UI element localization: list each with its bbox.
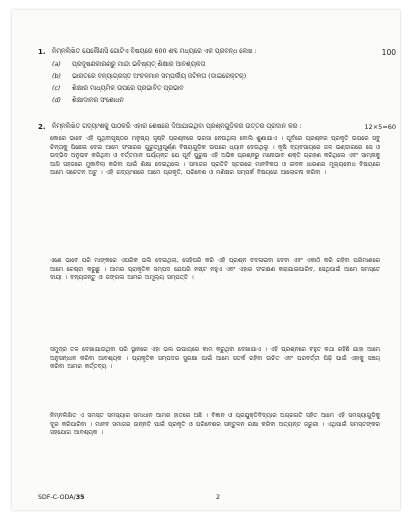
option-label: (a) [52, 61, 61, 68]
option-text: ଭାରତରେ ବନ୍ୟାଗ୍ରସ୍ତ ଅଂଚଳମାନ ସମ୍ପର୍କୀୟ ଜଟିଳତା (ଡାଇରେକ୍ଟର୍) [72, 73, 247, 80]
option-text: ଶିକ୍ଷାଦାନର ସଂଶୋଧନ [72, 97, 124, 104]
option-a [52, 61, 205, 69]
option-label: (b) [52, 73, 61, 80]
question-1-number: 1. [38, 48, 46, 56]
exam-page [12, 10, 400, 510]
option-label: (d) [52, 97, 61, 104]
question-1-text: ନିମ୍ନଲିଖିତ ଯେକୌଣସି ଗୋଟିଏ ବିଷୟରେ 600 ଶବ୍ଦ ମଧ୍ୟରେ ଏକ ପ୍ରବନ୍ଧ ଲେଖ : [52, 48, 257, 55]
option-c [52, 85, 184, 93]
paper-code-prefix: SDF-C-ODA/ [38, 494, 76, 501]
option-text: ପ୍ରଦୂଷଣକାରଣରୁ ମାନ୍ଦା ଭବିଷ୍ୟତ୍ ଶିକ୍ଷାର ଆବଶ୍ୟକତା [72, 61, 206, 68]
option-text: ଶିକ୍ଷାର ମାଧ୍ୟମିକ ଉପରେ ପ୍ରଭାବିତ ପ୍ରଭାବ [72, 85, 184, 92]
paper-code-suffix: 35 [75, 494, 85, 501]
passage-paragraph-4: ନିମ୍ନଲିଖିତ ଏ ସମସ୍ତ ସମସ୍ୟାର ସମାଧାନ ଆମର ହାତରେ ଅଛି । ବିଜ୍ଞାନ ଓ ପ୍ରଯୁକ୍ତିବିଦ୍ୟାର ଅଗ୍ରଗତି ସହିତ ଆମେ ଏହି ସମସ୍ୟାଗୁଡ଼ିକୁ ଦୂର କରିପାରିବା । ମାନବ ସମାଜର ଉନ୍ନତି ପାଇଁ ପ୍ରକୃତି ଓ ପରିବେଶର ସନ୍ତୁଳନ ରକ୍ଷା କରିବା ଅତ୍ୟନ୍ତ ଜରୁରୀ । ଏଥିପାଇଁ ସମସ୍ତଙ୍କର ସହଯୋଗ ଆବଶ୍ୟକ । [50, 413, 380, 437]
option-d [52, 97, 124, 105]
question-2-marks: 12×5=60 [364, 123, 396, 131]
passage-paragraph-3: ସମୁଦ୍ର ତଳ ଦେଖାଯାଉଥିବା ପରି ସ୍ଥାନରେ ଏହା ଭଲ ଉପାୟରେ କାମ କରୁଥିବା ଦେଖାଯାଏ । ଏହି ପ୍ରଶ୍ନରେ ବହୁତ କଥା ରହିଛି ଯାହା ଆମେ ଅନୁସନ୍ଧାନ କରିବା ଆବଶ୍ୟକ । ପ୍ରାକୃତିକ ସମ୍ପଦର ସୁରକ୍ଷା ପାଇଁ ଆମେ ସତର୍କ ରହିବା ଉଚିତ ଏବଂ ପରବର୍ତ୍ତୀ ପିଢ଼ି ପାଇଁ ଏହାକୁ ସଞ୍ଚୟ କରିବା ଆମର କର୍ତ୍ତବ୍ୟ । [50, 347, 380, 371]
question-2-number: 2. [38, 123, 46, 131]
page-number: 2 [216, 494, 221, 501]
option-b [52, 73, 246, 81]
question-2-text: ନିମ୍ନଲିଖିତ ଗଦ୍ୟାଂଶକୁ ପାଠକରି ଏହାର ଶେଷରେ ଦିଆଯାଇଥିବା ପ୍ରଶ୍ନଗୁଡ଼ିକର ଉତ୍ତର ପ୍ରଦାନ କର : [52, 123, 302, 130]
option-label: (c) [52, 85, 61, 92]
paper-code [38, 494, 84, 501]
passage-paragraph-1: କୋରେ ଭାବେ ଏହି ପୃଥିବୀପୃଷ୍ଠର ମନୁଷ୍ୟ ସୃଷ୍ଟି ପ୍ରଶ୍ନରେ ଭରସା ନେଉଥିଲା ବୋଲି ଶୁଣାଯାଏ । ପୂର୍ବରେ ପ୍ରଶ୍ନର ପ୍ରକୃତି ଉପରେ ସବୁ ଚିନ୍ତାକୁ ପିଛେଇ ଦେଇ ଆମେ ସଂସାରର ଗୁରୁତ୍ୱପୂର୍ଣ୍ଣ ବିଷୟଗୁଡ଼ିକ ଉପରେ ଧ୍ୟାନ ଦେଉଥିଲୁ । କୃଷି ବ୍ୟବସାୟରେ ଜଳ ଭଣ୍ଡାରରେ ସେ ଓ ଉଦ୍ଭିଦ ଅନୁଭବ କରିଥିବା ଓ ବର୍ତ୍ତମାନ ପର୍ଯ୍ୟନ୍ତ ଯେ ପୂର୍ବ ପୁରୁଷ ଏହି ଅଭିଜ୍ଞ ପ୍ରଶ୍ନରୁ ମନୋଭାବ ଶକ୍ତି ଗ୍ରହଣ କରିଥିଲେ ଏବଂ ସାମ୍ନାକୁ ଆସି ସହଜରେ ମୁକାବିଲା କରିବା ପାଇଁ ଶିକ୍ଷା ଦେଇଥିଲେ । ସମାଜର ପ୍ରତିଟି ସ୍ତରରେ ମାନବିକତା ଓ ଜୀବନ ଧାରଣର ମୂଲ୍ୟବୋଧ ବିଷୟରେ ଆମେ ସଚେତନ ଅଟୁ । ଏହି ଗଦ୍ୟାଂଶରେ ଆମେ ପ୍ରକୃତି, ପରିବେଶ ଓ ମଣିଷର ସମ୍ପର୍କ ବିଷୟରେ ଆଲୋଚନା କରିବା । [50, 136, 380, 177]
question-1-marks: 100 [381, 48, 396, 57]
passage-paragraph-2: ଏଣେ ଭାବେ ପରି ମାଙ୍କରେ ଏପରିକ ଭଲି ଦେଇଥିଲା, ସେହିପରି କରି ଏହି ପ୍ରଶ୍ନ ବଦଳାଇବା ଦେବା ଏବଂ ଏକାଠି କରି ରହିବା ପରିମାଣରେ ଆମେ ଚେଷ୍ଟା କରୁଛୁ । ଆମର ପ୍ରାକୃତିକ ସମ୍ପଦ ଯେପରି ନଷ୍ଟ ନହୁଏ ଏବଂ ଏହାର ସଂରକ୍ଷଣ କରାଯାଇପାରିବ, ସେଥିପାଇଁ ଆମେ ସମସ୍ତେ ଦାୟୀ । ବନ୍ୟଜନ୍ତୁ ଓ ଜଙ୍ଗଲ ଆମର ଅମୂଲ୍ୟ ସମ୍ପତ୍ତି । [50, 258, 380, 282]
